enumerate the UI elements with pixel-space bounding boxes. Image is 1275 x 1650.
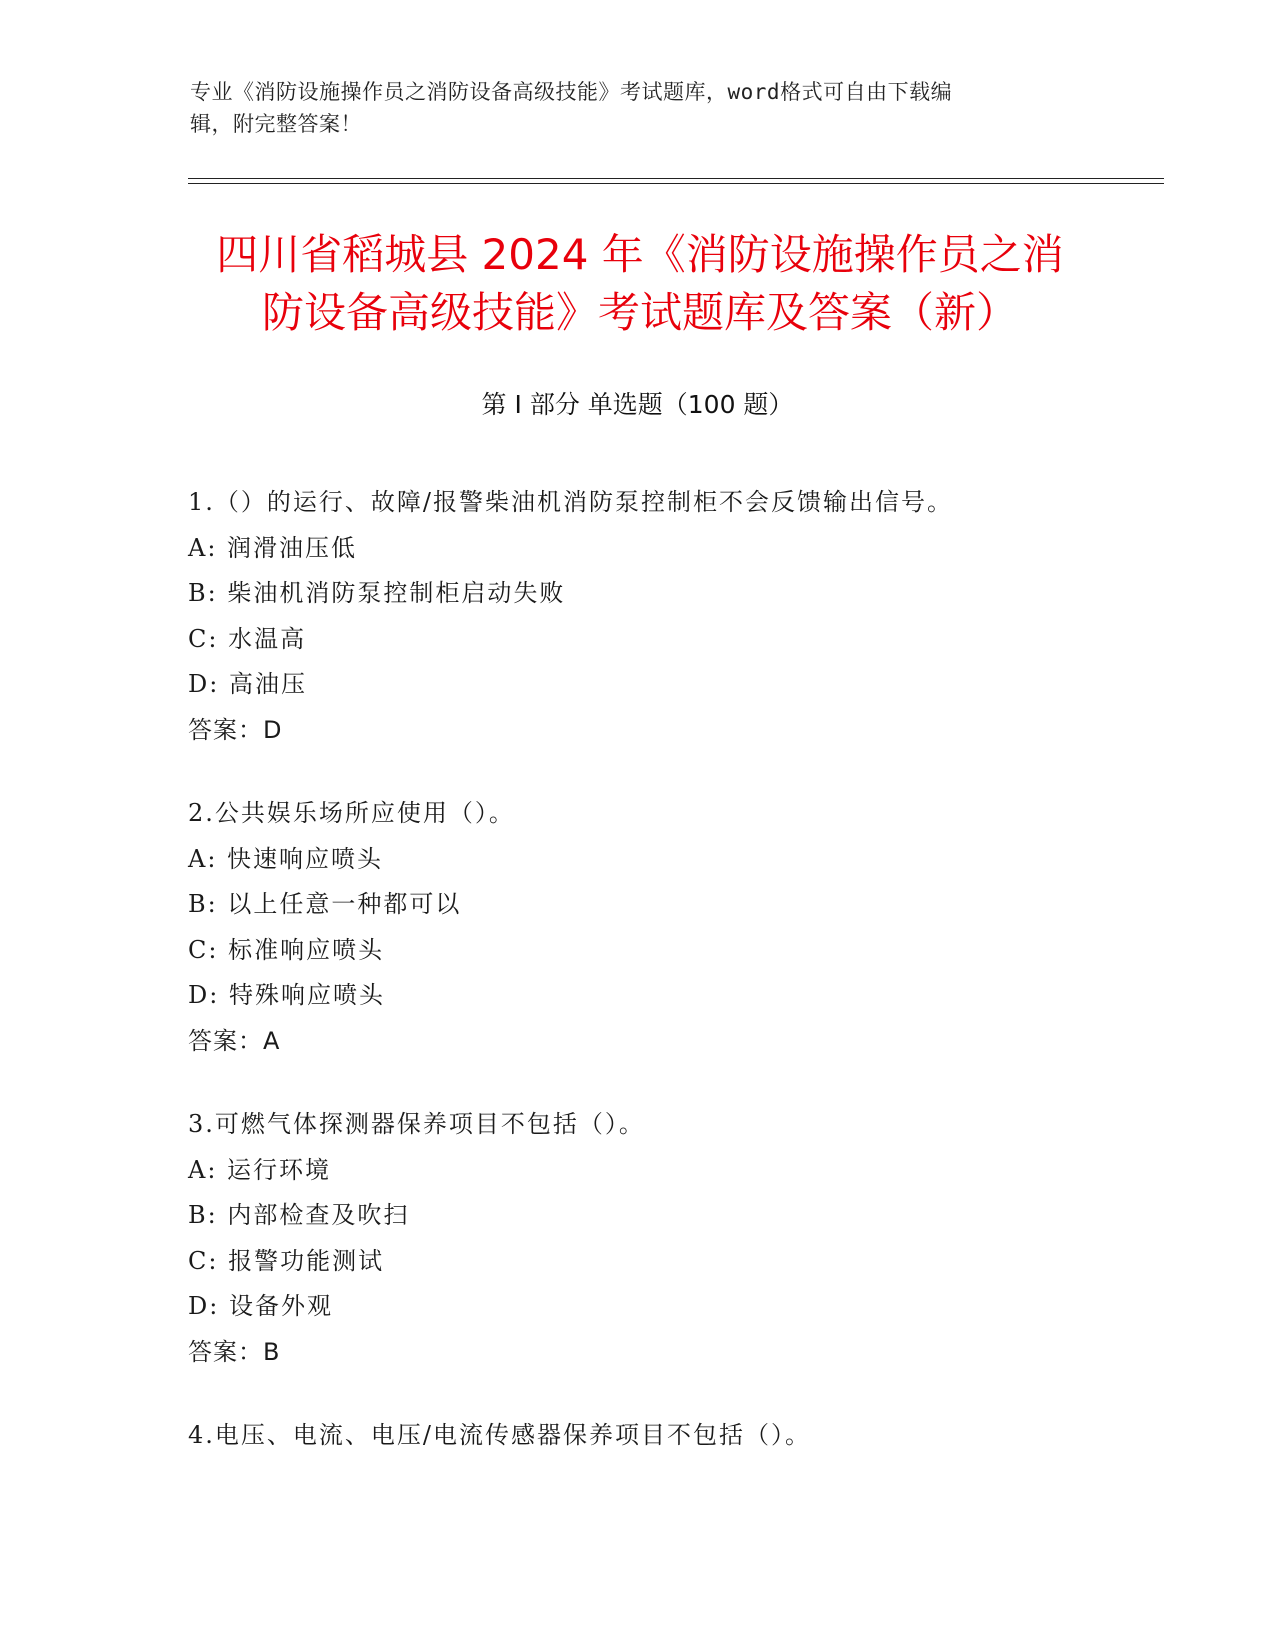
question-stem: 1.（）的运行、故障/报警柴油机消防泵控制柜不会反馈输出信号。 bbox=[188, 488, 953, 516]
option-d: D: 设备外观 bbox=[188, 1292, 333, 1320]
document-title bbox=[180, 226, 1100, 342]
header-divider-thin bbox=[188, 178, 1164, 179]
header-divider-thick bbox=[188, 183, 1164, 184]
option-c: C: 水温高 bbox=[188, 624, 307, 653]
option-a: A: 快速响应喷头 bbox=[188, 844, 384, 873]
option-b: B: 以上任意一种都可以 bbox=[188, 890, 462, 918]
header-note bbox=[190, 76, 1090, 140]
section-heading: 第 I 部分 单选题（100 题） bbox=[481, 390, 794, 419]
option-c: C: 报警功能测试 bbox=[188, 1246, 385, 1275]
question-answer: 答案：D bbox=[188, 715, 283, 744]
option-b: B: 内部检查及吹扫 bbox=[188, 1201, 410, 1229]
option-c: C: 标准响应喷头 bbox=[188, 935, 385, 964]
question-stem: 3.可燃气体探测器保养项目不包括（）。 bbox=[188, 1110, 645, 1138]
question-stem: 4.电压、电流、电压/电流传感器保养项目不包括（）。 bbox=[188, 1421, 811, 1449]
question-item bbox=[188, 1102, 1138, 1375]
header-note-line-1: 专业《消防设施操作员之消防设备高级技能》考试题库，word格式可自由下载编 bbox=[190, 80, 953, 104]
question-item bbox=[188, 791, 1138, 1064]
option-a: A: 运行环境 bbox=[188, 1155, 332, 1184]
option-b: B: 柴油机消防泵控制柜启动失败 bbox=[188, 579, 566, 607]
question-answer: 答案：B bbox=[188, 1337, 281, 1366]
question-item bbox=[188, 1413, 1138, 1459]
option-d: D: 特殊响应喷头 bbox=[188, 981, 385, 1009]
document-title-line-1: 四川省稻城县 2024 年《消防设施操作员之消 bbox=[216, 230, 1064, 279]
document-title-line-2: 防设备高级技能》考试题库及答案（新） bbox=[261, 288, 1018, 337]
question-item bbox=[188, 480, 1138, 753]
header-note-line-2: 辑，附完整答案！ bbox=[190, 112, 362, 136]
question-list bbox=[188, 480, 1138, 1497]
question-answer: 答案：A bbox=[188, 1026, 281, 1055]
option-d: D: 高油压 bbox=[188, 670, 307, 698]
option-a: A: 润滑油压低 bbox=[188, 533, 358, 562]
question-stem: 2.公共娱乐场所应使用（）。 bbox=[188, 799, 515, 827]
